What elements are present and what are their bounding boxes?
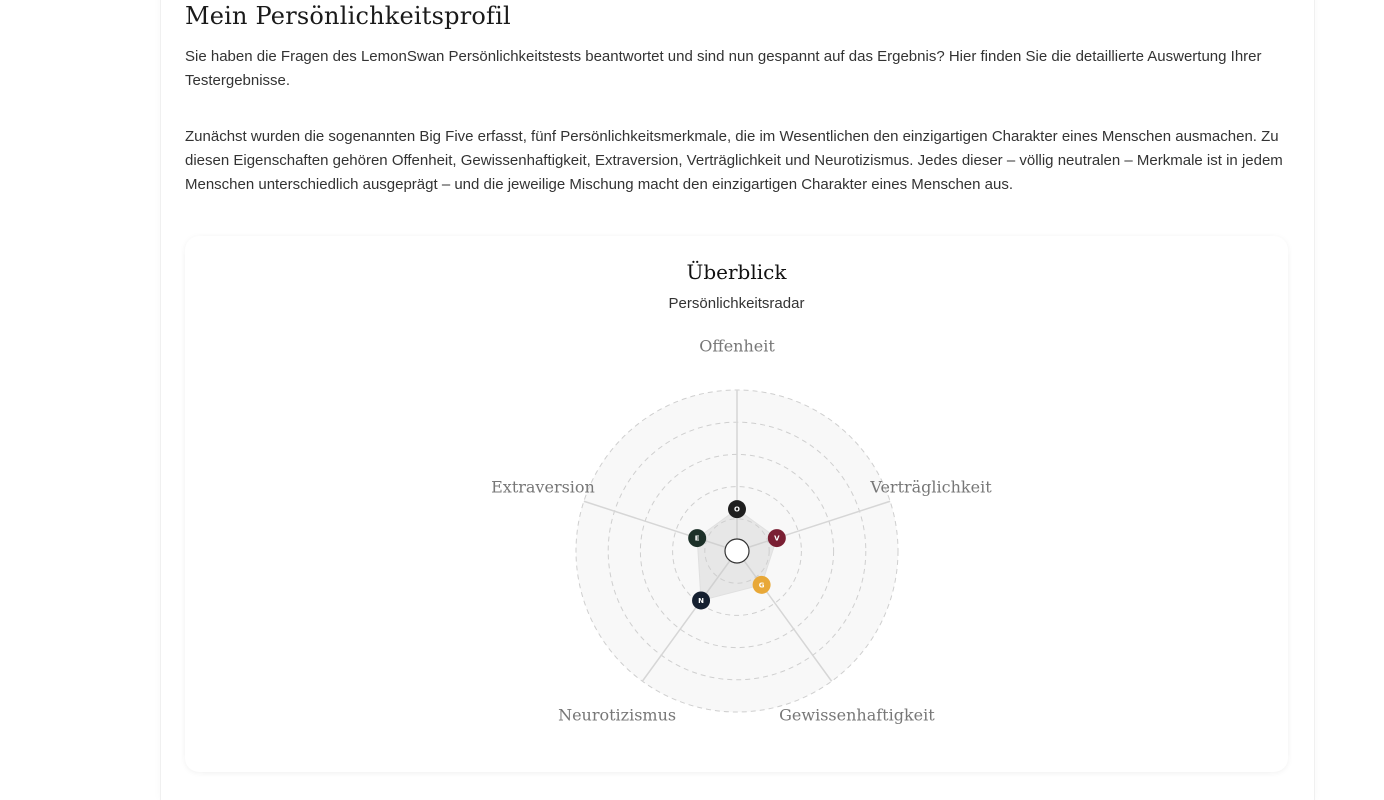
axis-label-extraversion: Extraversion (491, 477, 595, 497)
radar-center (725, 539, 749, 563)
axis-label-offenheit: Offenheit (699, 336, 775, 356)
chart-subtitle: Persönlichkeitsradar (668, 295, 805, 312)
data-point-letter: N (698, 596, 704, 605)
big-five-paragraph: Zunächst wurden die sogenannten Big Five erfasst, fünf Persönlichkeitsmerkmale, die im Wesentlichen den einzigartigen Charakter eines Menschen ausmachen. Zu diesen Eigenschaften gehören Offenheit, Gewissenhaftigkeit, Extraversion, Verträglichkeit und Neurotizismus. Jedes dieser – völlig neutralen – Merkmale ist in jedem Menschen unterschiedlich ausgeprägt – und die jeweilige Mischung macht den einzigartigen Charakter eines Menschen aus. (185, 128, 1283, 193)
personality-radar-chart (185, 236, 1288, 772)
axis-label-verträglichkeit: Verträglichkeit (870, 477, 992, 497)
axis-label-neurotizismus: Neurotizismus (558, 705, 677, 725)
page-title: Mein Persönlichkeitsprofil (185, 2, 511, 30)
data-point-letter: E (694, 534, 700, 543)
chart-title: Überblick (686, 260, 787, 284)
data-point-letter: V (774, 534, 780, 543)
radar-chart-card (185, 236, 1288, 772)
axis-label-gewissenhaftigkeit: Gewissenhaftigkeit (779, 705, 935, 725)
data-point-letter: O (734, 505, 740, 514)
data-point-letter: G (758, 581, 765, 590)
intro-paragraph: Sie haben die Fragen des LemonSwan Persönlichkeitstests beantwortet und sind nun gespannt auf das Ergebnis? Hier finden Sie die detaillierte Auswertung Ihrer Testergebnisse. (185, 48, 1262, 89)
